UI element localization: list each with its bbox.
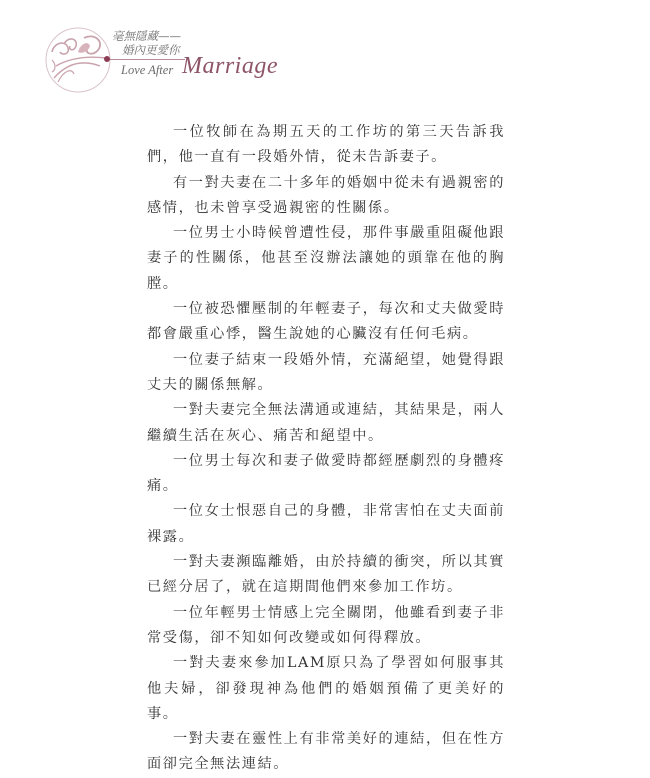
header-tagline-line1: 毫無隱藏—— <box>112 29 181 43</box>
body-text <box>147 120 505 778</box>
header-divider <box>107 59 185 60</box>
paragraph: 一位被恐懼壓制的年輕妻子，每次和丈夫做愛時都會嚴重心悸，醫生說她的心臟沒有任何毛病。 <box>147 301 505 343</box>
paragraph: 一對夫妻在靈性上有非常美好的連結，但在性方面卻完全無法連結。 <box>147 731 505 773</box>
paragraph: 一位女士恨惡自己的身體，非常害怕在丈夫面前裸露。 <box>147 503 505 545</box>
header-divider-dot-icon <box>104 56 110 62</box>
paragraph: 一位牧師在為期五天的工作坊的第三天告訴我們，他一直有一段婚外情，從未告訴妻子。 <box>147 124 505 166</box>
paragraph: 一對夫妻瀕臨離婚，由於持續的衝突，所以其實已經分居了，就在這期間他們來參加工作坊。 <box>147 554 505 596</box>
header-title-large: Marriage <box>182 53 278 79</box>
paragraph: 一位妻子結束一段婚外情，充滿絕望，她覺得跟丈夫的關係無解。 <box>147 351 505 393</box>
header-tagline-line2: 婚內更愛你 <box>122 43 180 57</box>
header-title-small: Love After <box>121 63 174 77</box>
paragraph: 一位年輕男士情感上完全關閉，他雖看到妻子非常受傷，卻不知如何改變或如何得釋放。 <box>147 604 505 646</box>
paragraph: 一位男士每次和妻子做愛時都經歷劇烈的身體疼痛。 <box>147 452 505 495</box>
paragraph: 有一對夫妻在二十多年的婚姻中從未有過親密的感情，也未曾享受過親密的性關係。 <box>147 174 505 216</box>
paragraph: 一對夫妻來參加LAM原只為了學習如何服事其他夫婦，卻發現神為他們的婚姻預備了更美好的事。 <box>147 655 505 722</box>
paragraph: 一位男士小時候曾遭性侵，那件事嚴重阻礙他跟妻子的性關係，他甚至沒辦法讓她的頭靠在他的胸膛。 <box>147 225 505 292</box>
book-header-logo <box>44 22 284 102</box>
paragraph: 一對夫妻完全無法溝通或連結，其結果是，兩人繼續生活在灰心、痛苦和絕望中。 <box>147 402 505 444</box>
